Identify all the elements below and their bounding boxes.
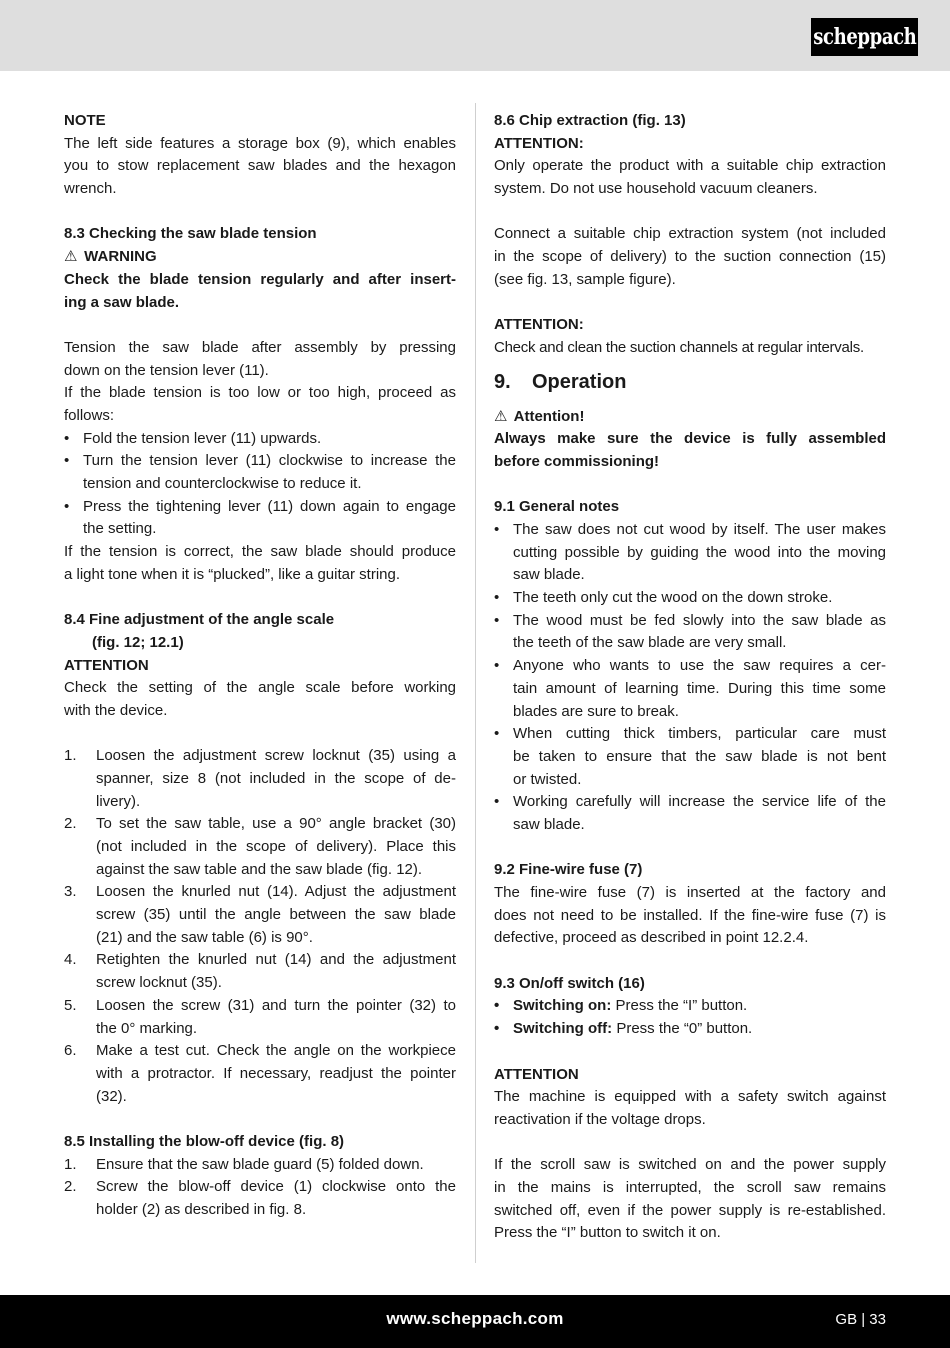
switch-item [494, 1018, 886, 1041]
brand-logo [811, 18, 918, 56]
attention-heading [494, 406, 886, 429]
list-item-text: blades are sure to break. [513, 702, 679, 720]
step-text: Make a test cut. Check the angle on the workpiece [96, 1042, 456, 1060]
step-text: with a protractor. If necessary, readjust the pointer [96, 1064, 456, 1082]
step-text: To set the saw table, use a 90° angle bracket (30) [96, 815, 456, 833]
list-item [494, 519, 886, 587]
bullet: • [494, 725, 500, 743]
warning-text: before commissioning! [494, 452, 660, 470]
step-number: 2. [64, 815, 77, 833]
step-text: Retighten the knurled nut (14) and the adjustment [96, 951, 456, 969]
list-item [64, 496, 456, 541]
step-text: (32). [96, 1087, 127, 1105]
section-9-heading [494, 370, 886, 394]
section-9-1-title: 9.1 General notes [494, 498, 620, 516]
paragraph-line: Check and clean the suction channels at regular intervals. [494, 338, 864, 356]
header-band [0, 0, 950, 71]
paragraph-line: Press the “I” button to switch it on. [494, 1224, 721, 1242]
step-text: (21) and the saw table (6) is 90°. [96, 928, 313, 946]
numbered-step [64, 1154, 456, 1177]
list-item-text: The wood must be fed slowly into the saw blade as [513, 611, 886, 629]
section-9-number: 9. [494, 370, 511, 393]
list-item-text: saw blade. [513, 566, 585, 584]
list-item [494, 587, 886, 610]
step-text: spanner, size 8 (not included in the scope of de- [96, 769, 456, 787]
warning-icon: ⚠ [494, 407, 508, 425]
paragraph-line: in the scope of delivery) to the suction connection (15) [494, 248, 886, 266]
step-text: the 0° marking. [96, 1019, 198, 1037]
bullet: • [64, 429, 70, 447]
step-number: 5. [64, 996, 77, 1014]
section-9-title: Operation [532, 370, 627, 393]
warning-icon: ⚠ [64, 248, 78, 266]
section-9-3-title: 9.3 On/off switch (16) [494, 974, 645, 992]
step-text: (not included in the scope of delivery). Place this [96, 838, 456, 855]
warning-text: Always make sure the device is fully assembled [494, 430, 886, 448]
step-number: 1. [64, 747, 77, 765]
paragraph-line: reactivation if the voltage drops. [494, 1110, 706, 1128]
switch-label: Switching off: [513, 1020, 613, 1038]
bullet: • [64, 497, 70, 515]
list-item [494, 791, 886, 836]
paragraph-line: If the scroll saw is switched on and the power supply [494, 1156, 886, 1174]
note-line: wrench. [64, 180, 117, 198]
step-text: against the saw table and the saw blade (fig. 12). [96, 860, 423, 878]
list-item-text: Fold the tension lever (11) upwards. [83, 429, 322, 447]
paragraph-line: Check the setting of the angle scale before working [64, 679, 456, 697]
list-item [494, 723, 886, 791]
bullet: • [494, 521, 500, 538]
paragraph-line: (see fig. 13, sample figure). [494, 270, 676, 288]
section-8-5-title: 8.5 Installing the blow-off device (fig. 8) [64, 1132, 345, 1150]
step-text: holder (2) as described in fig. 8. [96, 1201, 307, 1218]
switch-text: Press the “I” button. [611, 997, 748, 1015]
list-item-text: be taken to ensure that the saw blade is not bent [513, 747, 886, 765]
page-number: GB | 33 [835, 1311, 886, 1328]
list-item-text: cutting possible by guiding the wood into the moving [513, 543, 886, 561]
bullet: • [494, 997, 500, 1015]
column-divider [475, 103, 476, 1263]
section-8-6-title: 8.6 Chip extraction (fig. 13) [494, 112, 686, 129]
paragraph-line: defective, proceed as described in point 12.2.4. [494, 929, 809, 947]
step-text: livery). [96, 792, 141, 810]
warning-text: Check the blade tension regularly and after insert- [64, 270, 456, 288]
list-item-text: or twisted. [513, 770, 582, 788]
step-text: Screw the blow-off device (1) clockwise onto the [96, 1178, 456, 1196]
numbered-step [64, 949, 456, 994]
section-8-3-warning [64, 246, 456, 269]
list-item-text: The teeth only cut the wood on the down stroke. [513, 589, 833, 607]
switch-item [494, 995, 886, 1018]
paragraph-line: down on the tension lever (11). [64, 361, 269, 379]
step-text: Loosen the adjustment screw locknut (35) using a [96, 747, 456, 765]
paragraph-line: with the device. [64, 701, 168, 719]
paragraph-line: The machine is equipped with a safety switch against [494, 1088, 886, 1106]
numbered-step [64, 881, 456, 949]
list-item [494, 610, 886, 655]
bullet: • [494, 611, 500, 629]
paragraph-line: switched off, even if the power supply is re-established. [494, 1201, 886, 1219]
bullet: • [494, 657, 500, 675]
left-column [64, 110, 456, 1222]
list-item-text: When cutting thick timbers, particular care must [513, 725, 886, 743]
list-item-text: tain amount of learning time. During this time some [513, 679, 886, 697]
attention-label: ATTENTION [64, 656, 149, 674]
switch-text: Press the “0” button. [612, 1020, 753, 1038]
step-text: screw locknut (35). [96, 974, 222, 992]
list-item [64, 428, 456, 451]
numbered-step [64, 995, 456, 1040]
footer-url[interactable]: www.scheppach.com [386, 1309, 564, 1328]
list-item-text: Press the tightening lever (11) down again to engage [83, 497, 456, 515]
numbered-step [64, 745, 456, 813]
attention-label: Attention! [513, 407, 585, 425]
paragraph-line: does not need to be installed. If the fine-wire fuse (7) is [494, 906, 886, 924]
step-text: Loosen the knurled nut (14). Adjust the adjustment [96, 883, 456, 901]
paragraph-line: Connect a suitable chip extraction system (not included [494, 225, 886, 243]
right-column [494, 110, 886, 1245]
section-8-4-title: 8.4 Fine adjustment of the angle scale [64, 611, 335, 629]
paragraph-line: If the tension is correct, the saw blade should produce [64, 543, 456, 561]
attention-label: ATTENTION: [494, 316, 584, 334]
list-item-text: the setting. [83, 520, 157, 538]
section-9-2-title: 9.2 Fine-wire fuse (7) [494, 861, 643, 879]
list-item-text: The saw does not cut wood by itself. The user makes [513, 521, 886, 538]
step-text: Ensure that the saw blade guard (5) folded down. [96, 1155, 424, 1173]
note-line: you to stow replacement saw blades and the hexagon [64, 157, 456, 175]
paragraph-line: follows: [64, 406, 115, 424]
paragraph-line: in the mains is interrupted, the scroll saw remains [494, 1178, 886, 1196]
list-item [64, 450, 456, 495]
brand-logo-text: scheppach [812, 24, 917, 50]
section-8-3-title: 8.3 Checking the saw blade tension [64, 225, 317, 243]
bullet: • [494, 793, 500, 811]
switch-label: Switching on: [513, 997, 612, 1015]
note-line: The left side features a storage box (9), which enables [64, 134, 456, 152]
step-number: 2. [64, 1178, 77, 1196]
list-item-text: the teeth of the saw blade are very small. [513, 634, 787, 652]
list-item-text: saw blade. [513, 815, 585, 833]
paragraph-line: Tension the saw blade after assembly by pressing [64, 338, 456, 356]
note-title: NOTE [64, 112, 106, 129]
numbered-step [64, 813, 456, 881]
list-item-text: Anyone who wants to use the saw requires a cer- [513, 657, 886, 675]
section-8-4-subtitle: (fig. 12; 12.1) [92, 633, 184, 651]
numbered-step [64, 1040, 456, 1108]
list-item-text: Turn the tension lever (11) clockwise to increase the [83, 452, 456, 470]
list-item [494, 655, 886, 723]
step-number: 3. [64, 883, 77, 901]
paragraph-line: The fine-wire fuse (7) is inserted at the factory and [494, 884, 886, 901]
bullet: • [494, 589, 500, 607]
paragraph-line: Only operate the product with a suitable chip extraction [494, 157, 886, 175]
warning-text: ing a saw blade. [64, 293, 180, 311]
step-number: 1. [64, 1155, 77, 1173]
bullet: • [64, 452, 70, 470]
paragraph-line: a light tone when it is “plucked”, like a guitar string. [64, 565, 400, 583]
bullet: • [494, 1020, 500, 1038]
step-number: 6. [64, 1042, 77, 1060]
paragraph-line: If the blade tension is too low or too high, proceed as [64, 384, 456, 402]
step-number: 4. [64, 951, 77, 969]
paragraph-line: system. Do not use household vacuum cleaners. [494, 180, 818, 198]
step-text: Loosen the screw (31) and turn the pointer (32) to [96, 996, 456, 1014]
step-text: screw (35) until the angle between the saw blade [96, 906, 456, 924]
list-item-text: tension and counterclockwise to reduce it. [83, 475, 362, 492]
numbered-step [64, 1176, 456, 1221]
attention-label: ATTENTION: [494, 134, 584, 152]
attention-label: ATTENTION [494, 1065, 579, 1083]
list-item-text: Working carefully will increase the service life of the [513, 793, 886, 811]
warning-label: WARNING [84, 248, 157, 266]
